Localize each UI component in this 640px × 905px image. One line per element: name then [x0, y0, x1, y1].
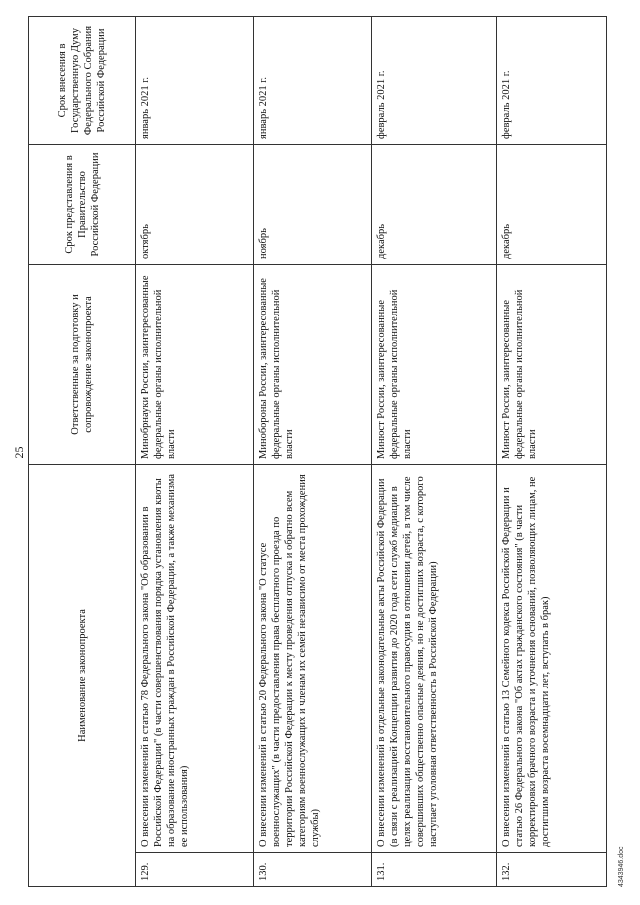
duma-deadline: февраль 2021 г.	[497, 16, 607, 144]
page-number: 25	[12, 446, 26, 459]
gov-deadline: ноябрь	[254, 144, 372, 264]
responsible-bodies: Минобороны России, заинтересованные федеральные органы исполнительной власти	[254, 264, 372, 464]
table-row	[254, 16, 372, 886]
row-number: 132.	[497, 853, 607, 887]
row-number: 131.	[372, 853, 497, 887]
header-name: Наименование законопроекта	[29, 464, 136, 886]
row-number: 129.	[136, 853, 254, 887]
header-gov-deadline: Срок представления в Правительство Российской Федерации	[29, 144, 136, 264]
responsible-bodies: Минюст России, заинтересованные федеральные органы исполнительной власти	[372, 264, 497, 464]
bill-name: О внесении изменений в отдельные законодательные акты Российской Федерации (в связи с реализацией Концепции развития до 2020 года сети служб медиации в целях реализации восстановительного правосудия в отношении детей, в том числе совершивших общественно опасные деяния, но не достигших возраста, с которого наступает уголовная ответственность в Российской Федерации)	[372, 464, 497, 852]
header-duma-deadline: Срок внесения в Государственную Думу Федерального Собрания Российской Федерации	[29, 16, 136, 144]
table-row	[497, 16, 607, 886]
bill-name: О внесении изменений в статью 78 Федерального закона "Об образовании в Российской Федерации" (в части совершенствования порядка установления квоты на образование иностранных граждан в Российской Федерации, а также механизма ее использования)	[136, 464, 254, 852]
table-row	[136, 16, 254, 886]
responsible-bodies: Минобрнауки России, заинтересованные федеральные органы исполнительной власти	[136, 264, 254, 464]
bill-name: О внесении изменений в статью 20 Федерального закона "О статусе военнослужащих" (в части предоставления права бесплатного проезда по территории Российской Федерации к месту проведения отпуска и обратно всем категориям военнослужащих и членам их семей независимо от места прохождения службы)	[254, 464, 372, 852]
document-code: 4343946.doc	[618, 846, 625, 887]
row-number: 130.	[254, 853, 372, 887]
bill-name: О внесении изменений в статью 13 Семейного кодекса Российской Федерации и статью 26 Федерального закона "Об актах гражданского состояния" (в части корректировки брачного возраста и уточнения оснований, позволяющих лицам, не достигшим возраста восемнадцати лет, вступать в брак)	[497, 464, 607, 852]
table-header-row	[29, 16, 136, 886]
table-row	[372, 16, 497, 886]
gov-deadline: декабрь	[497, 144, 607, 264]
duma-deadline: январь 2021 г.	[136, 16, 254, 144]
gov-deadline: октябрь	[136, 144, 254, 264]
header-responsible: Ответственные за подготовку и сопровождение законопроекта	[29, 264, 136, 464]
duma-deadline: январь 2021 г.	[254, 16, 372, 144]
duma-deadline: февраль 2021 г.	[372, 16, 497, 144]
responsible-bodies: Минюст России, заинтересованные федеральные органы исполнительной власти	[497, 264, 607, 464]
bill-table	[28, 16, 607, 887]
gov-deadline: декабрь	[372, 144, 497, 264]
